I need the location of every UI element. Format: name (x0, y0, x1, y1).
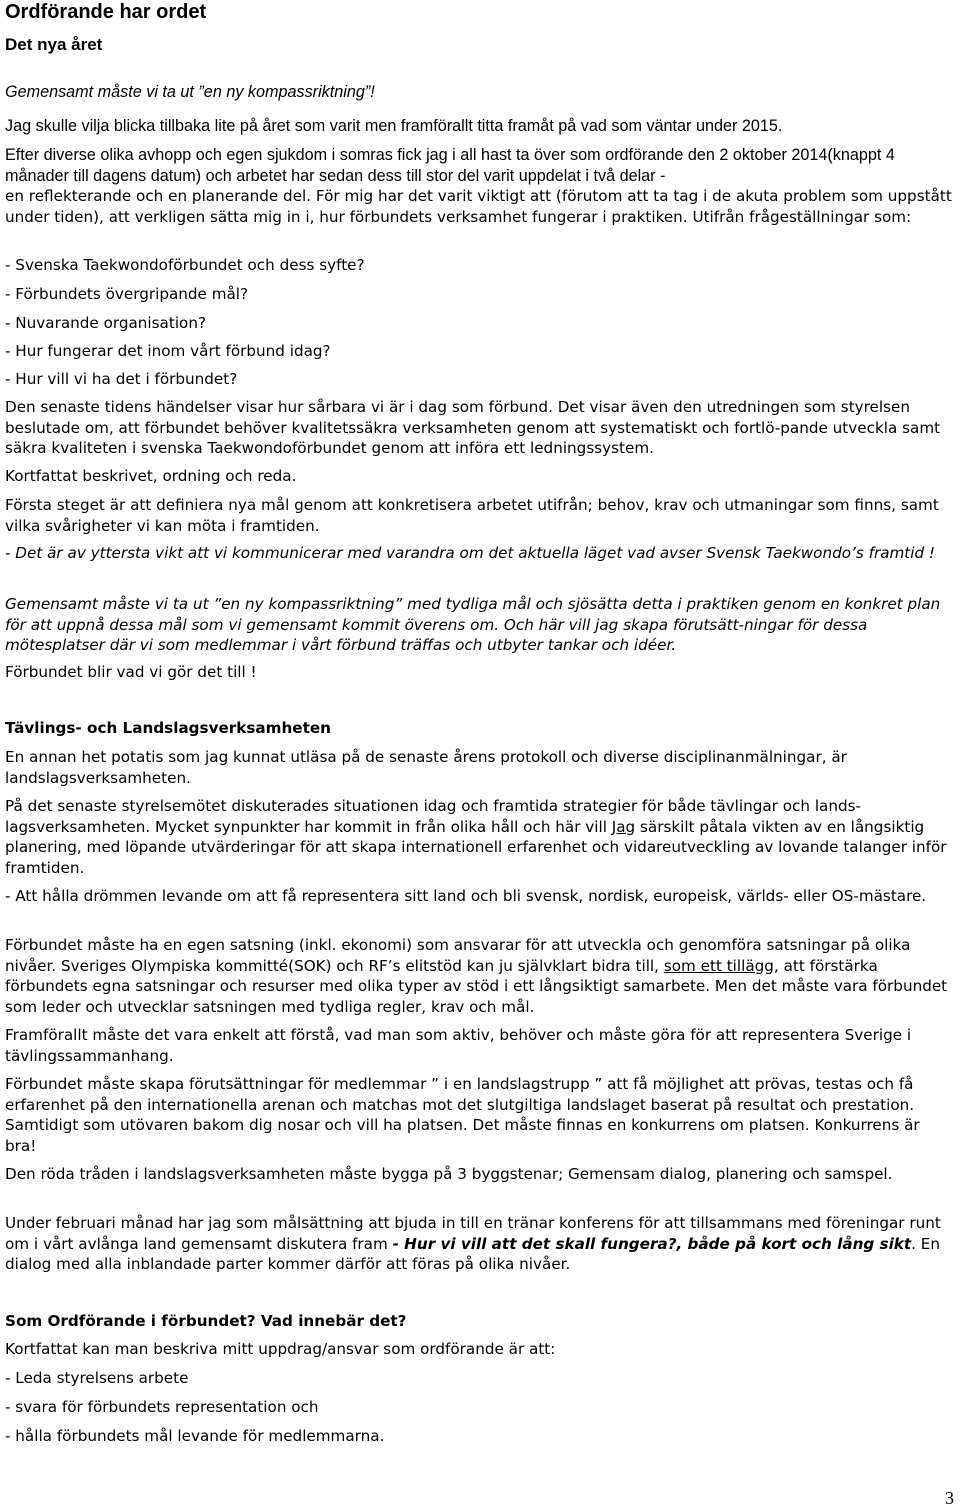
list-item: - Leda styrelsens arbete (5, 1369, 189, 1387)
body-paragraph: Förbundet blir vad vi gör det till ! (5, 663, 257, 681)
intro-paragraph: Efter diverse olika avhopp och egen sjukdom i somras fick jag i all hast ta över som ordförande den 2 oktober 2014(knappt 4 månader till dagens datum) och arbetet har sedan dess till stor del varit uppdelat i två delar - (5, 146, 895, 185)
section-paragraph: - Att hålla drömmen levande om att få representera sitt land och bli svensk, nordisk, europeisk, världs- eller OS-mästare. (5, 887, 927, 905)
section-paragraph: Under februari månad har jag som målsättning att bjuda in till en tränar konferens för att tillsammans med föreningar runt om i vårt avlånga land gemensamt diskutera fram - Hur vi vill att det skall fungera?, både på kort och lång sikt. En dialog med alla inblandade parter kommer därför att föras på olika nivåer. (5, 1214, 941, 1273)
question-item: - Hur fungerar det inom vårt förbund idag? (5, 342, 331, 360)
body-italic-paragraph: - Det är av yttersta vikt att vi kommunicerar med varandra om det aktuella läget vad avser Svensk Taekwondo’s framtid ! (5, 544, 936, 562)
subtitle: Det nya året (5, 35, 103, 54)
section-paragraph: Framförallt måste det vara enkelt att förstå, vad man som aktiv, behöver och måste göra för att representera Sverige i tävlingssammanhang. (5, 1026, 912, 1065)
section-heading: Som Ordförande i förbundet? Vad innebär det? (5, 1312, 407, 1330)
list-item: - svara för förbundets representation och (5, 1398, 319, 1416)
section-paragraph: Förbundet måste skapa förutsättningar för medlemmar ” i en landslagstrupp ” att få möjlighet att prövas, testas och få erfarenhet på den internationella arenan och matchas mot det slutgiltiga landslaget baserat på resultat och prestation. Samtidigt som utövaren bakom dig nosar och vill ha platsen. Det måste finnas en konkurrens om platsen. Konkurrens är bra! (5, 1075, 920, 1155)
body-italic-paragraph: Gemensamt måste vi ta ut ”en ny kompassriktning” med tydliga mål och sjösätta detta i praktiken genom en konkret plan för att uppnå dessa mål som vi gemensamt kommit överens om. Och här vill jag skapa förutsätt-ningar för dessa mötesplatser där vi som medlemmar i vårt förbund träffas och utbyter tankar och idéer. (5, 595, 941, 654)
section-paragraph: En annan het potatis som jag kunnat utläsa på de senaste årens protokoll och diverse disciplinanmälningar, är landslagsverksamheten. (5, 748, 847, 787)
section-paragraph: Kortfattat kan man beskriva mitt uppdrag/ansvar som ordförande är att: (5, 1340, 556, 1358)
page-title: Ordförande har ordet (5, 1, 207, 23)
list-item: - hålla förbundets mål levande för medlemmarna. (5, 1427, 385, 1445)
question-item: - Nuvarande organisation? (5, 314, 207, 332)
section-paragraph: På det senaste styrelsemötet diskuterades situationen idag och framtida strategier för både tävlingar och lands-lagsverksamheten. Mycket synpunkter har kommit in från olika håll och här vill Jag särskilt påtala vikten av en långsiktig planering, med löpande utvärderingar för att skapa internationell erfarenhet och vidareutveckling av lovande talanger inför framtiden. (5, 797, 947, 877)
question-item: - Förbundets övergripande mål? (5, 285, 249, 303)
section-paragraph: Förbundet måste ha en egen satsning (inkl. ekonomi) som ansvarar för att utveckla och genomföra satsningar på olika nivåer. Sveriges Olympiska kommitté(SOK) och RF’s elitstöd kan ju självklart bidra till, som ett tillägg, att förstärka förbundets egna satsningar och resurser med olika typer av stöd i ett långsiktigt samarbete. Men det måste vara förbundet som leder och utvecklar satsningen med tydliga regler, krav och mål. (5, 936, 948, 1016)
body-paragraph: Den senaste tidens händelser visar hur sårbara vi är i dag som förbund. Det visar även den utredningen som styrelsen beslutade om, att förbundet behöver kvalitetssäkra verksamheten genom att systematiskt och fortlö-pande utveckla samt säkra kvaliteten i svenska Taekwondoförbundet genom att införa ett ledningssystem. (5, 398, 941, 457)
intro-italic-line: Gemensamt måste vi ta ut ”en ny kompassriktning”! (5, 83, 375, 101)
page-number: 3 (945, 1488, 954, 1508)
question-item: - Svenska Taekwondoförbundet och dess syfte? (5, 256, 365, 274)
body-paragraph: Kortfattat beskrivet, ordning och reda. (5, 467, 297, 485)
body-paragraph: Första steget är att definiera nya mål genom att konkretisera arbetet utifrån; behov, krav och utmaningar som finns, samt vilka svårigheter vi kan möta i framtiden. (5, 496, 939, 535)
intro-line: Jag skulle vilja blicka tillbaka lite på året som varit men framförallt titta framåt på vad som väntar under 2015. (5, 117, 783, 135)
section-heading: Tävlings- och Landslagsverksamheten (5, 719, 331, 737)
intro-paragraph-cont: en reflekterande och en planerande del. För mig har det varit viktigt att (förutom att ta tag i de akuta problem som uppstått under tiden), att verkligen sätta mig in i, hur förbundets verksamhet fungerar i praktiken. Utifrån frågeställningar som: (5, 187, 952, 226)
section-paragraph: Den röda tråden i landslagsverksamheten måste bygga på 3 byggstenar; Gemensam dialog, planering och samspel. (5, 1165, 893, 1183)
question-item: - Hur vill vi ha det i förbundet? (5, 370, 238, 388)
